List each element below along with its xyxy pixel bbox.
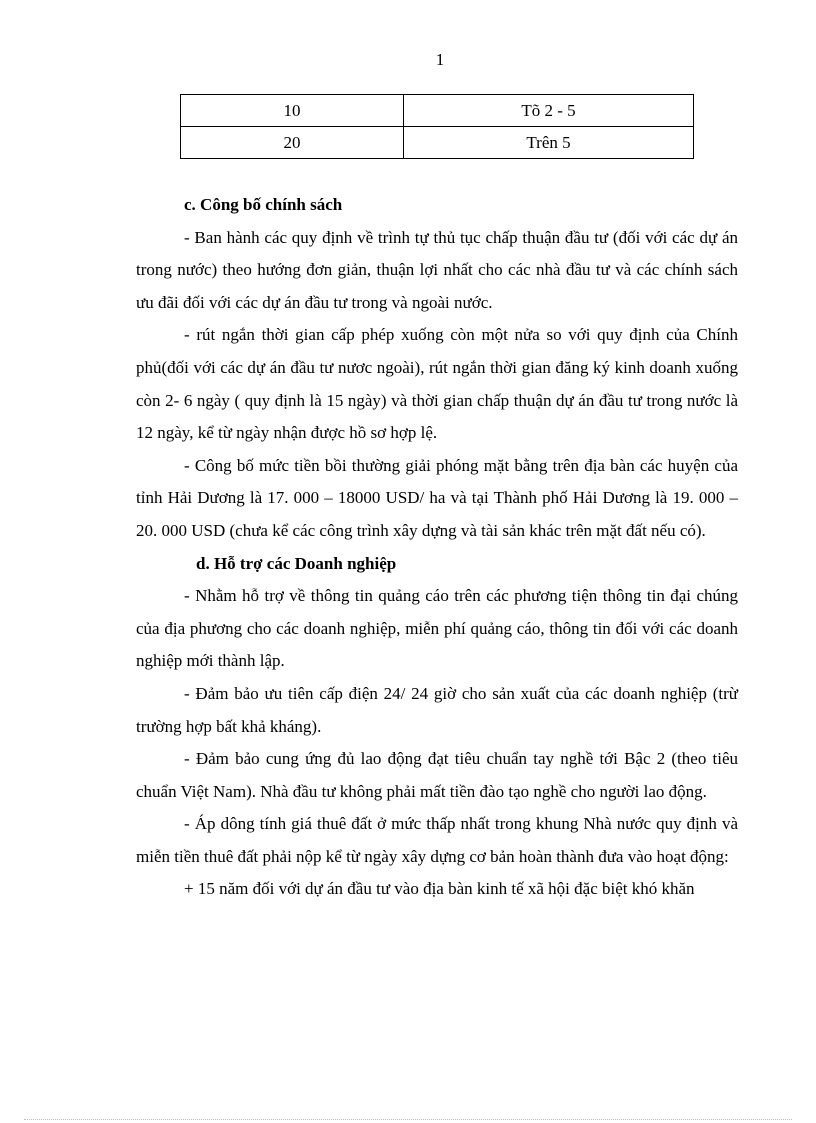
paragraph: - rút ngắn thời gian cấp phép xuống còn một nửa so với quy định của Chính phủ(đối với các dự án đầu tư nươc ngoài), rút ngắn thời gian đăng ký kinh doanh xuống còn 2- 6 ngày ( quy định là 15 ngày) và thời gian chấp thuận dự án đầu tư trong nước là 12 ngày, kể từ ngày nhận được hồ sơ hợp lệ. xyxy=(136,325,738,443)
table-row xyxy=(181,95,694,127)
page-bottom-rule xyxy=(24,1119,792,1120)
paragraph: - Áp dông tính giá thuê đất ở mức thấp nhất trong khung Nhà nước quy định và miễn tiền thuê đất phải nộp kể từ ngày xây dựng cơ bản hoàn thành đưa vào hoạt động: xyxy=(136,814,738,866)
table-cell: Tõ 2 - 5 xyxy=(404,95,694,127)
paragraph: - Công bố mức tiền bồi thường giải phóng mặt bằng trên địa bàn các huyện của tỉnh Hải Dương là 17. 000 – 18000 USD/ ha và tại Thành phố Hải Dương là 19. 000 – 20. 000 USD (chưa kể các công trình xây dựng và tài sản khác trên mặt đất nếu có). xyxy=(136,455,738,540)
table-cell: 10 xyxy=(181,95,404,127)
table-cell: Trên 5 xyxy=(404,127,694,159)
paragraph: + 15 năm đối với dự án đầu tư vào địa bàn kinh tế xã hội đặc biệt khó khăn xyxy=(184,879,695,899)
document-body xyxy=(136,189,738,906)
table-cell: 20 xyxy=(181,127,404,159)
paragraph: - Ban hành các quy định về trình tự thủ tục chấp thuận đầu tư (đối với các dự án trong nước) theo hướng đơn giản, thuận lợi nhất cho các nhà đầu tư và các chính sách ưu đãi đối với các dự án đầu tư trong và ngoài nước. xyxy=(136,227,738,312)
paragraph: - Nhằm hỗ trợ về thông tin quảng cáo trên các phương tiện thông tin đại chúng của địa phương cho các doanh nghiệp, miễn phí quảng cáo, thông tin đối với các doanh nghiệp mới thành lập. xyxy=(136,586,738,671)
page-number: 1 xyxy=(435,50,445,69)
paragraph: - Đảm bảo ưu tiên cấp điện 24/ 24 giờ cho sản xuất của các doanh nghiệp (trừ trường hợp bất khả kháng). xyxy=(136,683,738,736)
section-heading-d: d. Hỗ trợ các Doanh nghiệp xyxy=(196,553,397,573)
incentive-table xyxy=(180,94,694,159)
section-heading-c: c. Công bố chính sách xyxy=(184,195,343,214)
paragraph: - Đảm bảo cung ứng đủ lao động đạt tiêu chuẩn tay nghề tới Bậc 2 (theo tiêu chuẩn Việt Nam). Nhà đầu tư không phải mất tiền đào tạo nghề cho người lao động. xyxy=(136,749,738,801)
table-row xyxy=(181,127,694,159)
